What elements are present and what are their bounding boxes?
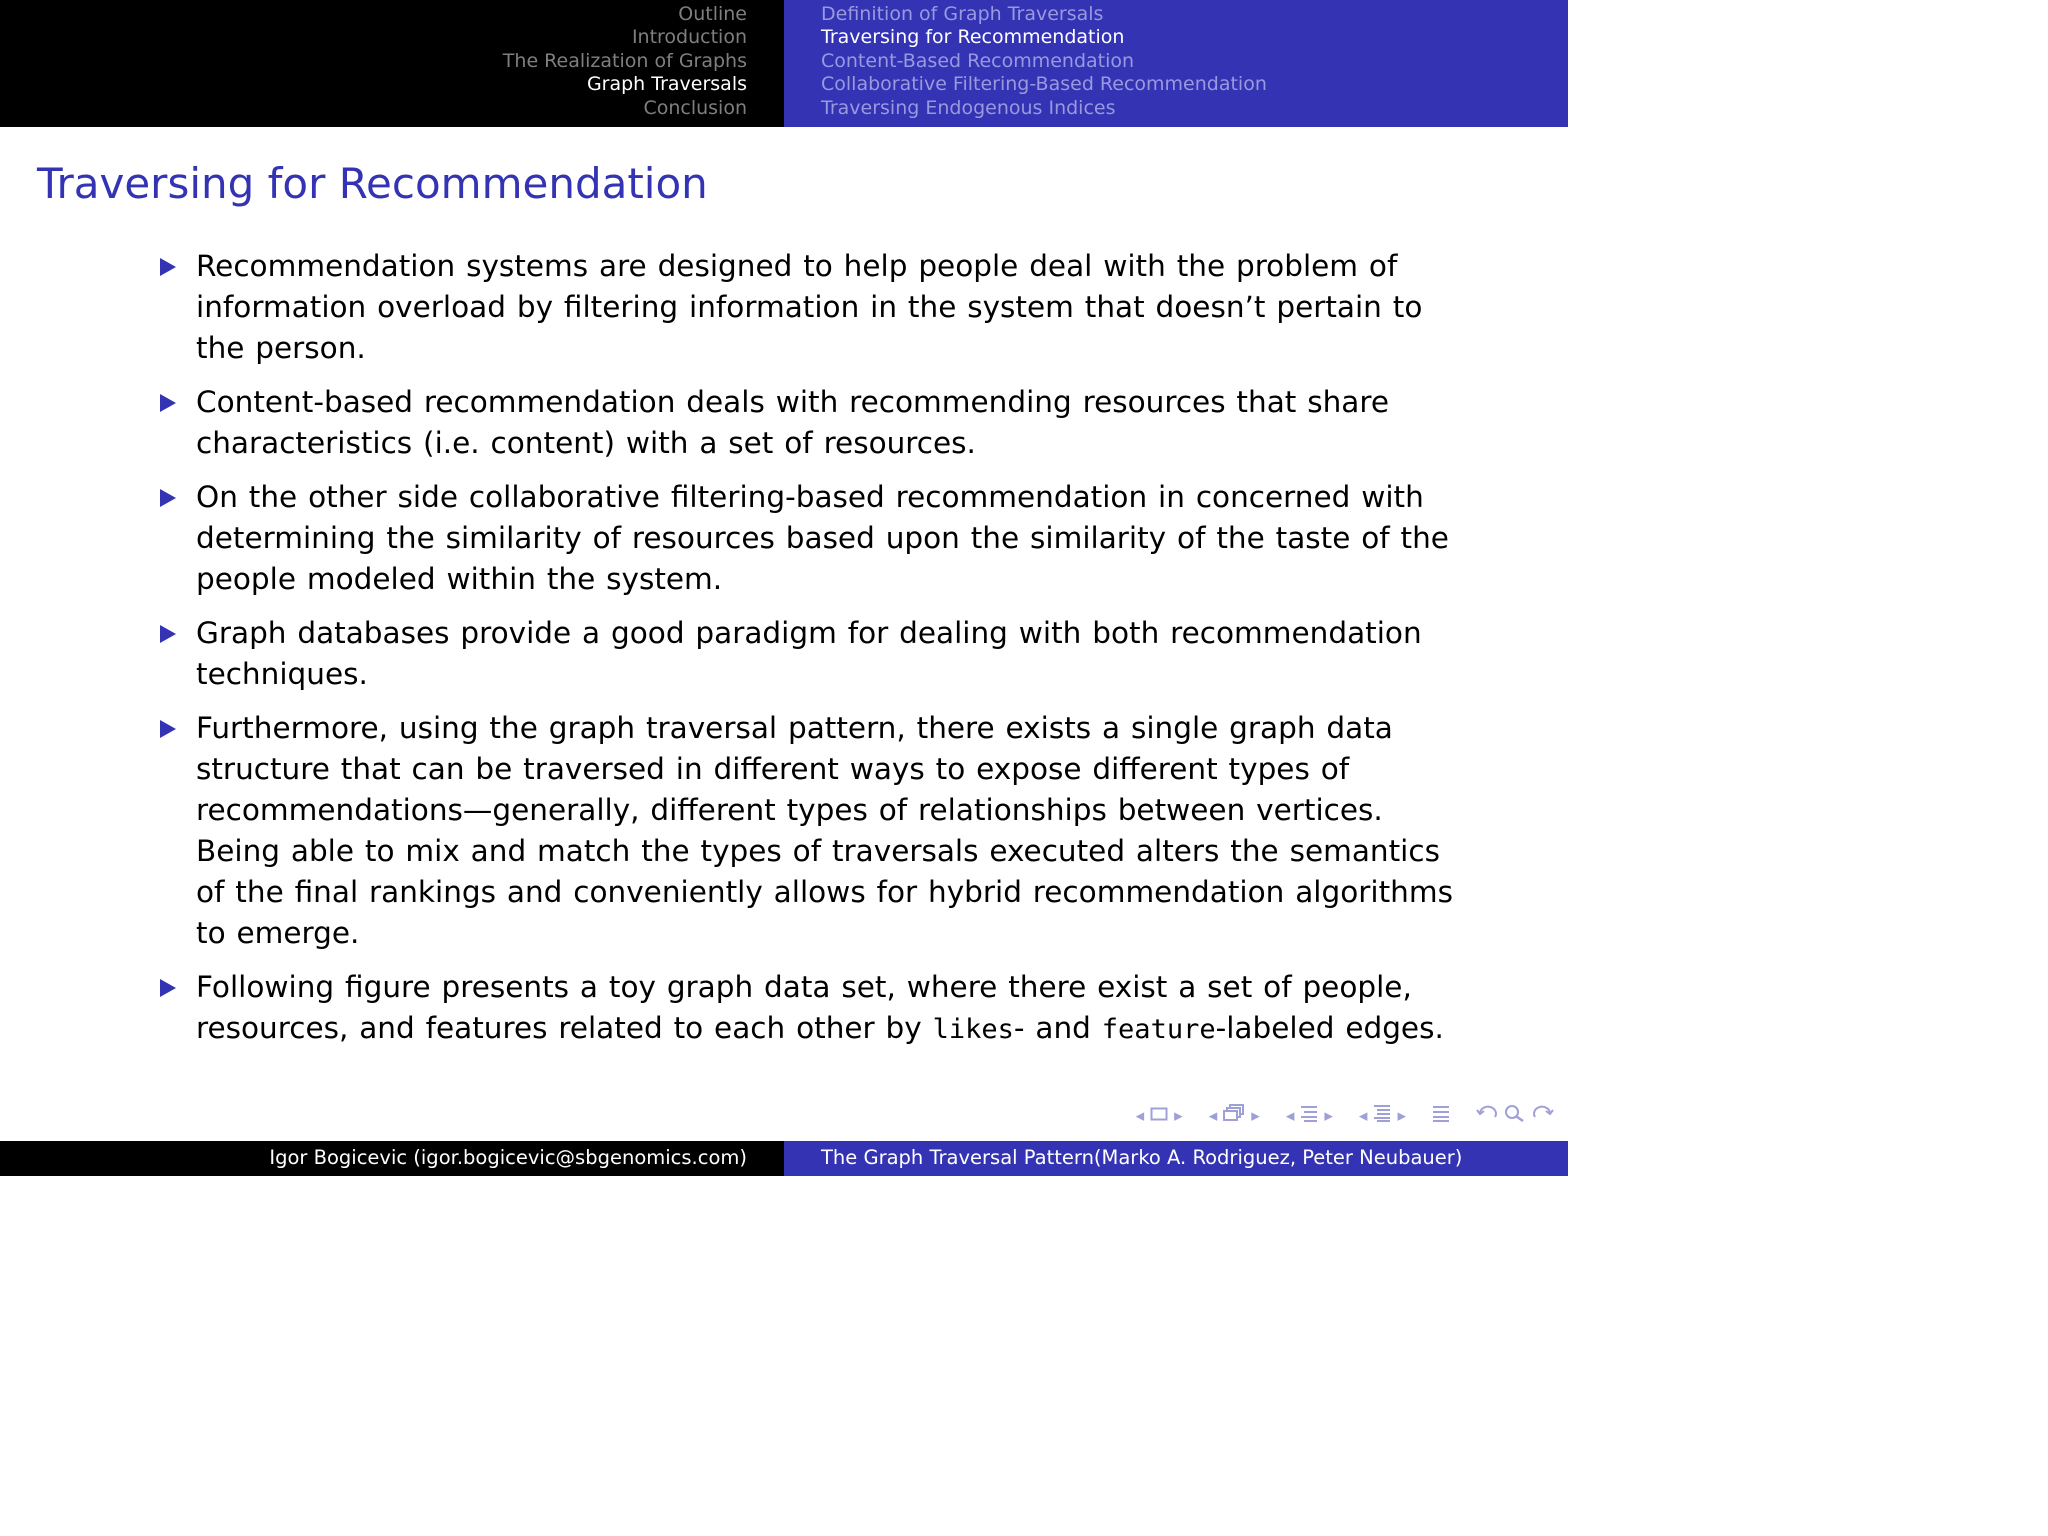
section-graph-traversals[interactable]: Graph Traversals bbox=[586, 73, 747, 96]
subsection-definition[interactable]: Definition of Graph Traversals bbox=[821, 3, 1104, 25]
nav-prev-subsection-arrow-icon[interactable]: ◂ bbox=[1208, 1105, 1218, 1126]
bullet-triangle-icon bbox=[160, 979, 176, 997]
nav-next-subsection-arrow-icon[interactable]: ▸ bbox=[1251, 1105, 1260, 1126]
nav-frame-icon[interactable] bbox=[1150, 1106, 1168, 1126]
bullet-text: Graph databases provide a good paradigm for dealing with both recommendation techniques. bbox=[196, 616, 1422, 691]
bullet-text bbox=[196, 967, 1457, 1050]
section-nav bbox=[0, 0, 784, 127]
section-introduction[interactable]: Introduction bbox=[631, 26, 747, 49]
nav-section-icon[interactable] bbox=[1300, 1104, 1318, 1127]
nav-forward-icon[interactable] bbox=[1532, 1104, 1554, 1127]
code-likes: likes bbox=[932, 1014, 1014, 1045]
nav-back-icon[interactable] bbox=[1476, 1104, 1498, 1127]
subsection-list bbox=[821, 3, 1267, 120]
footer-source: The Graph Traversal Pattern(Marko A. Rodriguez, Peter Neubauer) bbox=[821, 1146, 1463, 1169]
list-item bbox=[157, 967, 1457, 1050]
nav-prev-section-arrow-icon[interactable]: ◂ bbox=[1285, 1105, 1295, 1126]
section-realization-of-graphs[interactable]: The Realization of Graphs bbox=[502, 49, 747, 72]
bullet-triangle-icon bbox=[160, 489, 176, 507]
bullet-text-middle: - and bbox=[1013, 1011, 1102, 1045]
section-conclusion[interactable]: Conclusion bbox=[643, 96, 747, 119]
subsection-nav bbox=[784, 0, 1568, 127]
nav-prev-document-arrow-icon[interactable]: ◂ bbox=[1358, 1105, 1368, 1126]
subsection-traversing-recommendation[interactable]: Traversing for Recommendation bbox=[821, 26, 1125, 49]
subsection-endogenous-indices[interactable]: Traversing Endogenous Indices bbox=[821, 96, 1116, 119]
bullet-text: Content-based recommendation deals with recommending resources that share characteristics (i.e. content) with a set of resources. bbox=[196, 385, 1389, 460]
bullet-list bbox=[157, 246, 1457, 1063]
nav-next-frame-arrow-icon[interactable]: ▸ bbox=[1174, 1105, 1183, 1126]
bullet-triangle-icon bbox=[160, 394, 176, 412]
nav-search-icon[interactable] bbox=[1504, 1104, 1526, 1127]
list-item bbox=[157, 382, 1457, 464]
bullet-text: Recommendation systems are designed to help people deal with the problem of information overload by filtering information in the system that doesn’t pertain to the person. bbox=[196, 249, 1423, 365]
bullet-text: On the other side collaborative filtering-based recommendation in concerned with determining the similarity of resources based upon the similarity of the taste of the people modeled within the system. bbox=[196, 480, 1449, 596]
subsection-collaborative-filtering[interactable]: Collaborative Filtering-Based Recommendation bbox=[821, 73, 1267, 96]
list-item bbox=[157, 477, 1457, 600]
bullet-text: Furthermore, using the graph traversal pattern, there exists a single graph data structure that can be traversed in different ways to expose different types of recommendations—generally, different types of relationships between vertices. Being able to mix and match the types of traversals executed alters the semantics of the final rankings and conveniently allows for hybrid recommendation algorithms to emerge. bbox=[196, 711, 1453, 950]
list-item bbox=[157, 246, 1457, 369]
bullet-triangle-icon bbox=[160, 720, 176, 738]
slide-title: Traversing for Recommendation bbox=[37, 159, 708, 208]
footer-author-box bbox=[0, 1141, 784, 1176]
nav-subsection-icon[interactable] bbox=[1223, 1104, 1245, 1127]
nav-document-icon[interactable] bbox=[1373, 1104, 1391, 1127]
section-outline[interactable]: Outline bbox=[678, 3, 747, 25]
footer-author: Igor Bogicevic (igor.bogicevic@sbgenomics.com) bbox=[269, 1146, 747, 1169]
header-navigation bbox=[0, 0, 1568, 127]
footer bbox=[0, 1141, 1568, 1176]
code-feature: feature bbox=[1101, 1014, 1216, 1045]
subsection-content-based[interactable]: Content-Based Recommendation bbox=[821, 49, 1135, 72]
nav-next-document-arrow-icon[interactable]: ▸ bbox=[1397, 1105, 1406, 1126]
bullet-text-after: -labeled edges. bbox=[1215, 1011, 1444, 1045]
beamer-navigation-symbols bbox=[1136, 1104, 1554, 1127]
bullet-triangle-icon bbox=[160, 625, 176, 643]
nav-next-section-arrow-icon[interactable]: ▸ bbox=[1324, 1105, 1333, 1126]
bullet-triangle-icon bbox=[160, 258, 176, 276]
nav-appendix-icon[interactable] bbox=[1432, 1104, 1450, 1127]
list-item bbox=[157, 613, 1457, 695]
section-list bbox=[503, 3, 747, 120]
list-item bbox=[157, 708, 1457, 954]
bullet-text-before: Following figure presents a toy graph data set, where there exist a set of people, resources, and features related to each other by bbox=[196, 970, 1412, 1045]
footer-source-box bbox=[784, 1141, 1568, 1176]
nav-prev-frame-arrow-icon[interactable]: ◂ bbox=[1135, 1105, 1145, 1126]
